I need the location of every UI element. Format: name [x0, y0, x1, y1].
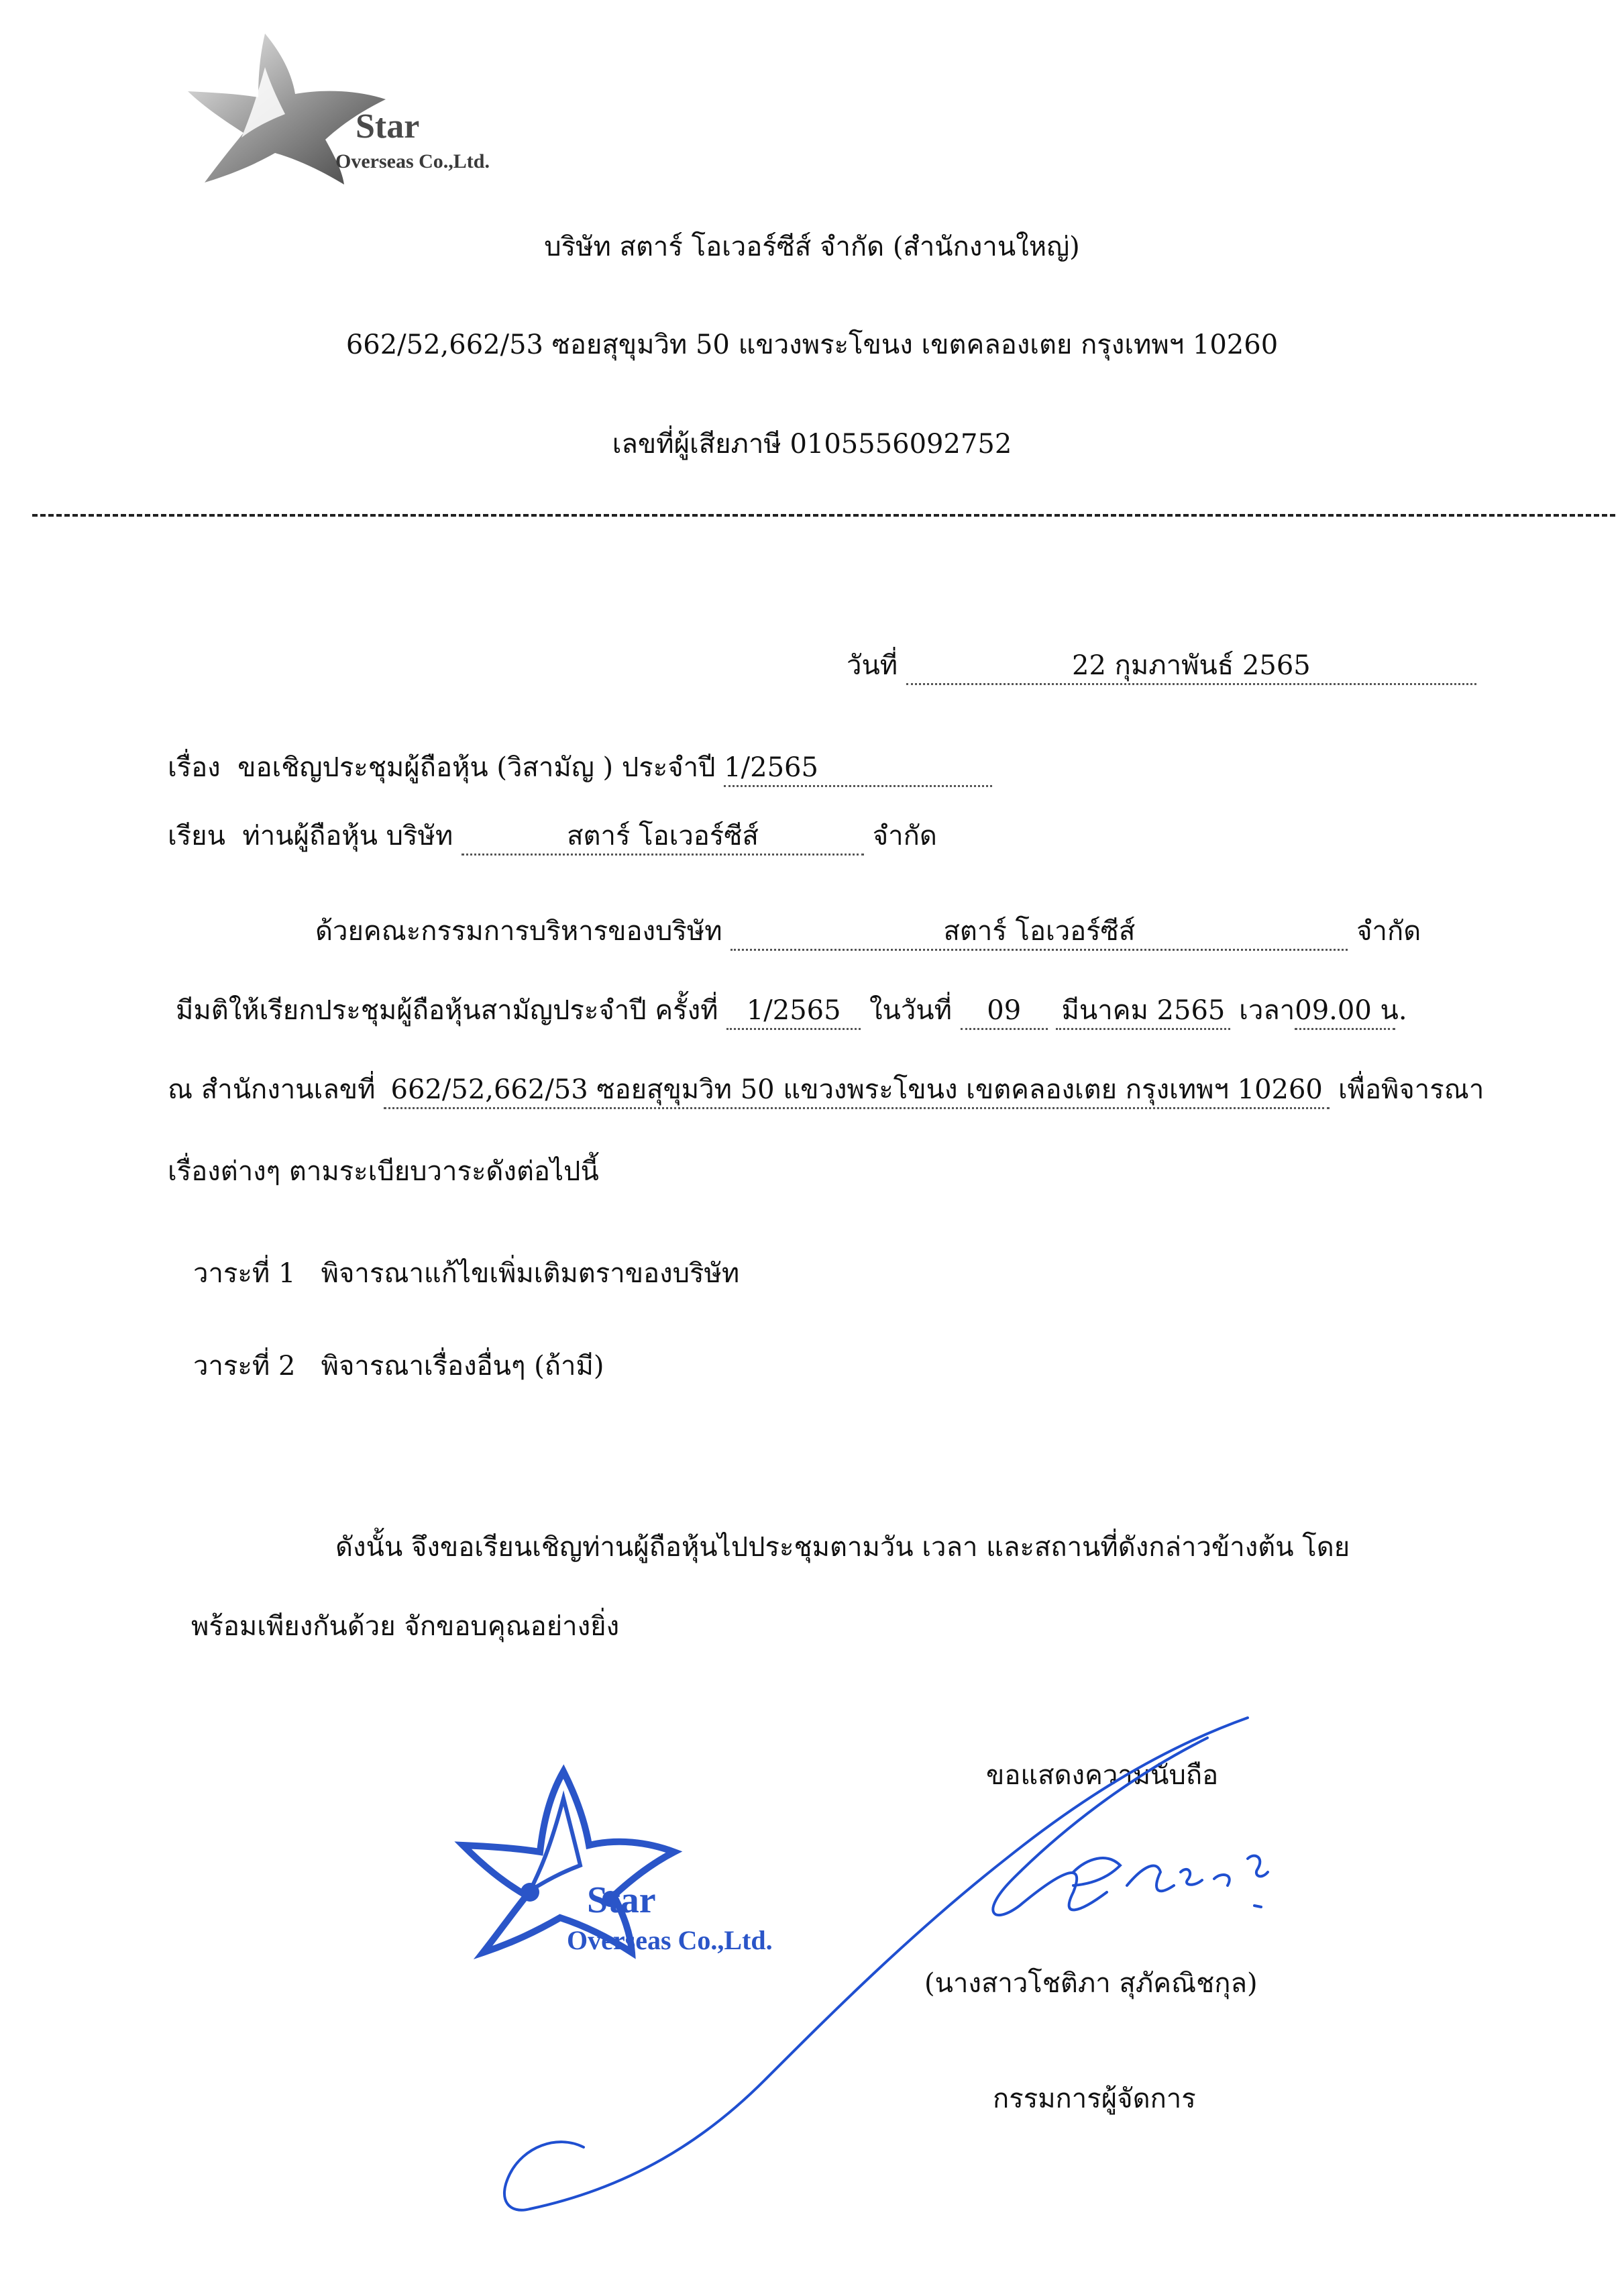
date-label: วันที่ — [847, 650, 898, 681]
subject-value: 1/2565 — [724, 750, 992, 787]
subject-text: ขอเชิญประชุมผู้ถือหุ้น (วิสามัญ ) ประจำปี — [237, 752, 716, 783]
date-value: 22 กุมภาพันธ์ 2565 — [906, 648, 1476, 685]
body-line-1-prefix: ด้วยคณะกรรมการบริหารของบริษัท — [315, 916, 722, 947]
body-line-1-suffix: จำกัด — [1356, 916, 1421, 947]
salutation-text: ท่านผู้ถือหุ้น บริษัท — [242, 821, 453, 851]
date-line — [847, 648, 1476, 685]
agenda-item-1-text: พิจารณาแก้ไขเพิ่มเติมตราของบริษัท — [321, 1258, 740, 1289]
salutation-line — [168, 819, 937, 856]
logo-word-star: Star — [356, 107, 420, 146]
closing-line-2: พร้อมเพียงกันด้วย จักขอบคุณอย่างยิ่ง — [191, 1611, 620, 1642]
agenda-item-1 — [193, 1256, 739, 1291]
meeting-number: 1/2565 — [726, 993, 861, 1030]
signatory-title: กรรมการผู้จัดการ — [993, 2083, 1196, 2114]
tax-id-line: เลขที่ผู้เสียภาษี 0105556092752 — [612, 429, 1012, 460]
meeting-day: 09 — [961, 993, 1048, 1030]
company-address-line: 662/52,662/53 ซอยสุขุมวิท 50 แขวงพระโขนง เขตคลองเตย กรุงเทพฯ 10260 — [345, 329, 1279, 360]
closing-line-1: ดังนั้น จึงขอเรียนเชิญท่านผู้ถือหุ้นไปประชุมตามวัน เวลา และสถานที่ดังกล่าวข้างต้น โดย — [335, 1532, 1350, 1563]
salutation-company: สตาร์ โอเวอร์ซีส์ — [462, 819, 864, 856]
agenda-item-2-text: พิจารณาเรื่องอื่นๆ (ถ้ามี) — [321, 1351, 604, 1382]
logo-word-company: Overseas Co.,Ltd. — [335, 150, 490, 172]
meeting-date-label: ในวันที่ — [869, 995, 952, 1026]
regards-text: ขอแสดงความนับถือ — [986, 1760, 1219, 1791]
body-line-1 — [315, 914, 1421, 951]
star-logo-icon — [164, 27, 580, 188]
salutation-suffix: จำกัด — [872, 821, 937, 851]
subject-line — [168, 750, 992, 787]
handwritten-signature — [483, 1704, 1275, 2214]
meeting-time-label: เวลา — [1239, 995, 1295, 1026]
body-line-3-suffix: เพื่อพิจารณา — [1338, 1074, 1484, 1105]
meeting-address: 662/52,662/53 ซอยสุขุมวิท 50 แขวงพระโขนง เขตคลองเตย กรุงเทพฯ 10260 — [384, 1072, 1330, 1109]
agenda-item-2 — [193, 1349, 604, 1384]
salutation-label: เรียน — [168, 821, 225, 851]
company-logo — [164, 27, 580, 188]
body-line-4: เรื่องต่างๆ ตามระเบียบวาระดังต่อไปนี้ — [168, 1156, 599, 1187]
body-line-1-company: สตาร์ โอเวอร์ซีส์ — [730, 914, 1348, 951]
stamp-word-company: Overseas Co.,Ltd. — [567, 1925, 773, 1955]
meeting-month-year: มีนาคม 2565 — [1056, 993, 1230, 1030]
header-divider — [32, 514, 1615, 517]
body-line-3 — [168, 1072, 1484, 1109]
subject-label: เรื่อง — [168, 752, 221, 783]
stamp-word-star: Star — [587, 1879, 656, 1921]
signatory-name: (นางสาวโชติภา สุภัคณิชกุล) — [924, 1968, 1258, 1999]
meeting-time: 09.00 น. — [1295, 993, 1395, 1030]
company-name-line: บริษัท สตาร์ โอเวอร์ซีส์ จำกัด (สำนักงานใหญ่) — [544, 231, 1080, 262]
body-line-3-prefix: ณ สำนักงานเลขที่ — [168, 1074, 376, 1105]
agenda-item-1-no: วาระที่ 1 — [193, 1258, 296, 1289]
body-line-2 — [176, 993, 1407, 1030]
agenda-item-2-no: วาระที่ 2 — [193, 1351, 296, 1382]
signature-icon — [483, 1704, 1275, 2214]
body-line-2-prefix: มีมติให้เรียกประชุมผู้ถือหุ้นสามัญประจำปี ครั้งที่ — [176, 995, 718, 1026]
